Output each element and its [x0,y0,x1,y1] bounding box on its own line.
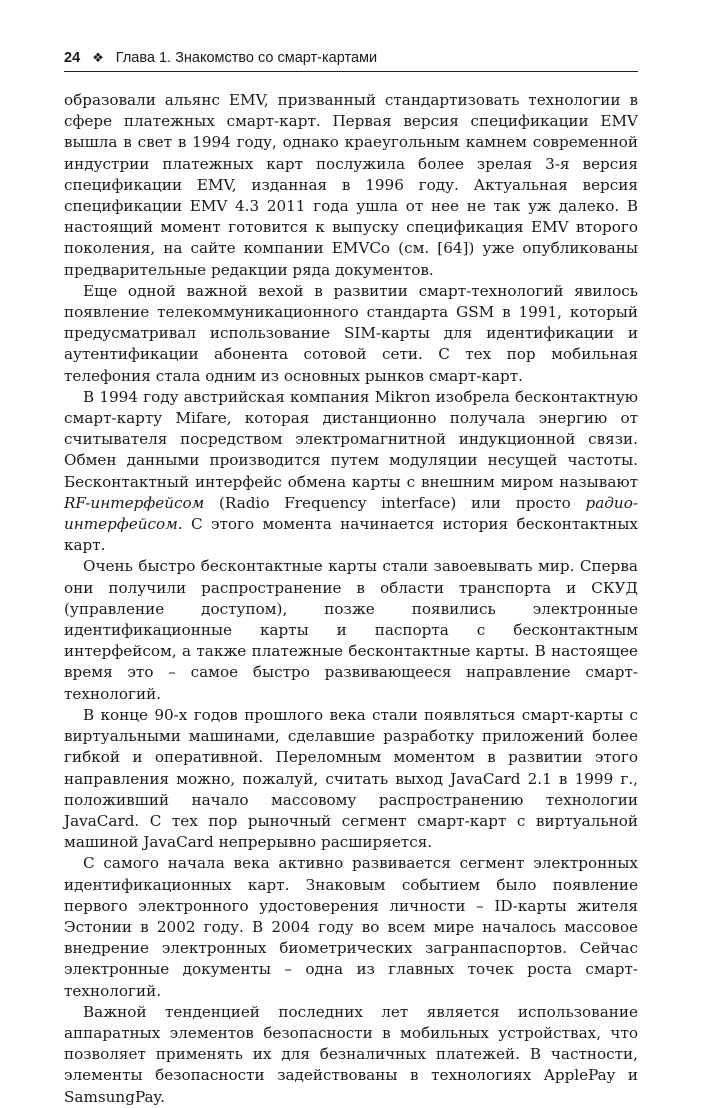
term-rf-interface: RF-интерфейсом [64,493,205,512]
paragraph-2 [64,281,638,387]
paragraph-6 [64,853,638,1001]
page-number: 24 [64,50,81,66]
term-radio-interface: радио-интерфейсом [64,493,638,534]
paragraph-1 [64,90,638,281]
ornament-separator-icon: ❖ [92,50,104,65]
header-rule [64,71,638,72]
paragraph-7 [64,1002,638,1108]
paragraph-text: Важной тенденцией последних лет является использование аппаратных элементов безопасности в мобильных устройствах, что позволяет применять их для безналичных платежей. В частности, элементы безопасности задействованы в технологиях ApplePay и SamsungPay. [64,1002,638,1106]
paragraph-text: образовали альянс EMV, призванный стандартизовать технологии в сфере платежных смарт-карт. Первая версия спецификации EMV вышла в свет в 1994 году, однако краеугольным камнем современной индустрии платежных карт послужила более зрелая 3-я версия спецификации EMV, изданная в 1996 году. Актуальная версия спецификации EMV 4.3 2011 года ушла от нее не так уж далеко. В настоящий момент готовится к выпуску спецификация EMV второго поколения, на сайте компании EMVCo (см. [64]) уже опубликованы предварительные редакции ряда документов. [64,91,638,279]
paragraph-text: С самого начала века активно развивается сегмент электронных идентификационных карт. Знаковым событием было появление первого электронного удостоверения личности – ID-карты жителя Эстонии в 2002 году. В 2004 году во всем мире началось массовое внедрение электронных биометрических загранпаспортов. Сейчас электронные документы – одна из главных точек роста смарт-технологий. [64,854,638,1000]
paragraph-text: Еще одной важной вехой в развитии смарт-технологий явилось появление телекоммуникационного стандарта GSM в 1991, который предусматривал использование SIM-карты для идентификации и аутентификации абонента сотовой сети. С тех пор мобильная телефония стала одним из основных рынков смарт-карт. [64,281,638,385]
paragraph-4 [64,556,638,704]
running-header [64,50,638,66]
paragraph-text: В 1994 году австрийская компания Mikron изобрела бесконтактную смарт-карту Mifare, которая дистанционно получала энергию от считывателя посредством электромагнитной индукционной связи. Обмен данными производится путем модуляции несущей частоты. Бесконтактный интерфейс обмена карты с внешним миром называют [64,387,638,491]
paragraph-text: . С этого момента начинается история бесконтактных карт. [64,515,638,555]
paragraph-5 [64,705,638,853]
page-body [64,90,638,1108]
chapter-title: Глава 1. Знакомство со смарт-картами [115,50,378,66]
paragraph-text: (Radio Frequency interface) или просто [204,493,586,512]
paragraph-3 [64,387,638,557]
paragraph-text: Очень быстро бесконтактные карты стали завоевывать мир. Сперва они получили распространение в области транспорта и СКУД (управление доступом), позже появились электронные идентификационные карты и паспорта с бесконтактным интерфейсом, а также платежные бесконтактные карты. В настоящее время это – самое быстро развивающееся направление смарт-технологий. [64,557,638,703]
paragraph-text: В конце 90-х годов прошлого века стали появляться смарт-карты с виртуальными машинами, сделавшие разработку приложений более гибкой и оперативной. Переломным моментом в развитии этого направления можно, пожалуй, считать выход JavaCard 2.1 в 1999 г., положивший начало массовому распространению технологии JavaCard. С тех пор рыночный сегмент смарт-карт с виртуальной машиной JavaCard непрерывно расширяется. [64,705,638,852]
